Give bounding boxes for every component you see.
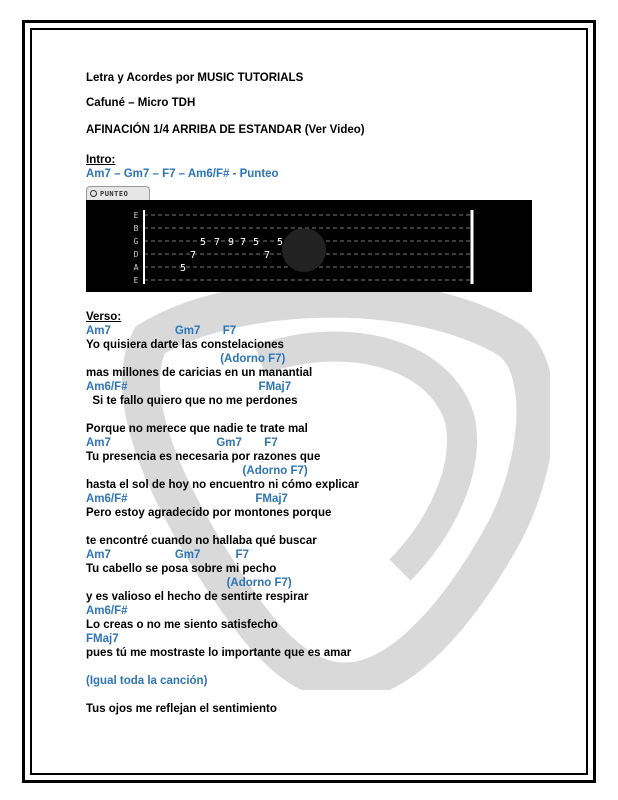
lyric-line: Lo creas o no me siento satisfecho [86, 619, 278, 631]
lyric-line: te encontré cuando no hallaba qué buscar [86, 535, 317, 547]
chord-line: (Adorno F7) [86, 577, 292, 589]
string-label: A [133, 263, 139, 272]
verse-heading: Verso: [86, 311, 122, 323]
loop-icon [90, 190, 97, 197]
lyric-line: mas millones de caricias en un manantial [86, 367, 313, 379]
chord-line: Am6/F# FMaj7 [86, 493, 288, 505]
tab-label: PUNTEO [86, 186, 150, 200]
intro-heading: Intro: [86, 154, 116, 166]
tablature-staff [86, 200, 532, 292]
lyric-line: hasta el sol de hoy no encuentro ni cómo explicar [86, 479, 359, 491]
lyric-line: Tu presencia es necesaria por razones que [86, 451, 321, 463]
string-label: D [133, 250, 139, 259]
chord-line: Am6/F# FMaj7 [86, 381, 292, 393]
tab-note: 5 [199, 237, 207, 248]
instruction-note: (Igual toda la canción) [86, 675, 208, 687]
tab-note: 7 [213, 237, 221, 248]
song-title: Cafuné – Micro TDH [86, 97, 196, 109]
tab-note: 7 [239, 237, 247, 248]
tab-note: 5 [276, 237, 284, 248]
chord-line: FMaj7 [86, 633, 119, 645]
string-label: E [133, 276, 139, 285]
tuning-note: AFINACIÓN 1/4 ARRIBA DE ESTANDAR (Ver Video) [86, 124, 365, 136]
chord-line: (Adorno F7) [86, 465, 308, 477]
string-label: B [133, 224, 139, 233]
chord-line: (Adorno F7) [86, 353, 286, 365]
lyric-line: Porque no merece que nadie te trate mal [86, 423, 308, 435]
tablature [86, 200, 532, 292]
tab-note: 7 [189, 250, 197, 261]
chord-line: Am7 Gm7 F7 [86, 437, 278, 449]
lyric-line: y es valioso el hecho de sentirte respirar [86, 591, 309, 603]
tab-note: 5 [252, 237, 260, 248]
lyric-line: Tu cabello se posa sobre mi pecho [86, 563, 277, 575]
string-label: E [133, 211, 139, 220]
tab-note: 7 [263, 250, 271, 261]
lyric-line: Yo quisiera darte las constelaciones [86, 339, 284, 351]
lyric-line: Si te fallo quiero que no me perdones [86, 395, 298, 407]
chord-line: Am7 Gm7 F7 [86, 325, 237, 337]
credit-line: Letra y Acordes por MUSIC TUTORIALS [86, 72, 304, 84]
tab-note: 9 [227, 237, 235, 248]
chord-line: Am6/F# [86, 605, 128, 617]
lyric-line: Pero estoy agradecido por montones porque [86, 507, 332, 519]
lyric-line: Tus ojos me reflejan el sentimiento [86, 703, 277, 715]
chord-line: Am7 Gm7 F7 [86, 549, 249, 561]
string-label: G [133, 237, 139, 246]
tab-note: 5 [179, 263, 187, 274]
lyric-line: pues tú me mostraste lo importante que es amar [86, 647, 352, 659]
intro-chords: Am7 – Gm7 – F7 – Am6/F# - Punteo [86, 168, 279, 180]
watermark-logo-icon [282, 228, 326, 272]
